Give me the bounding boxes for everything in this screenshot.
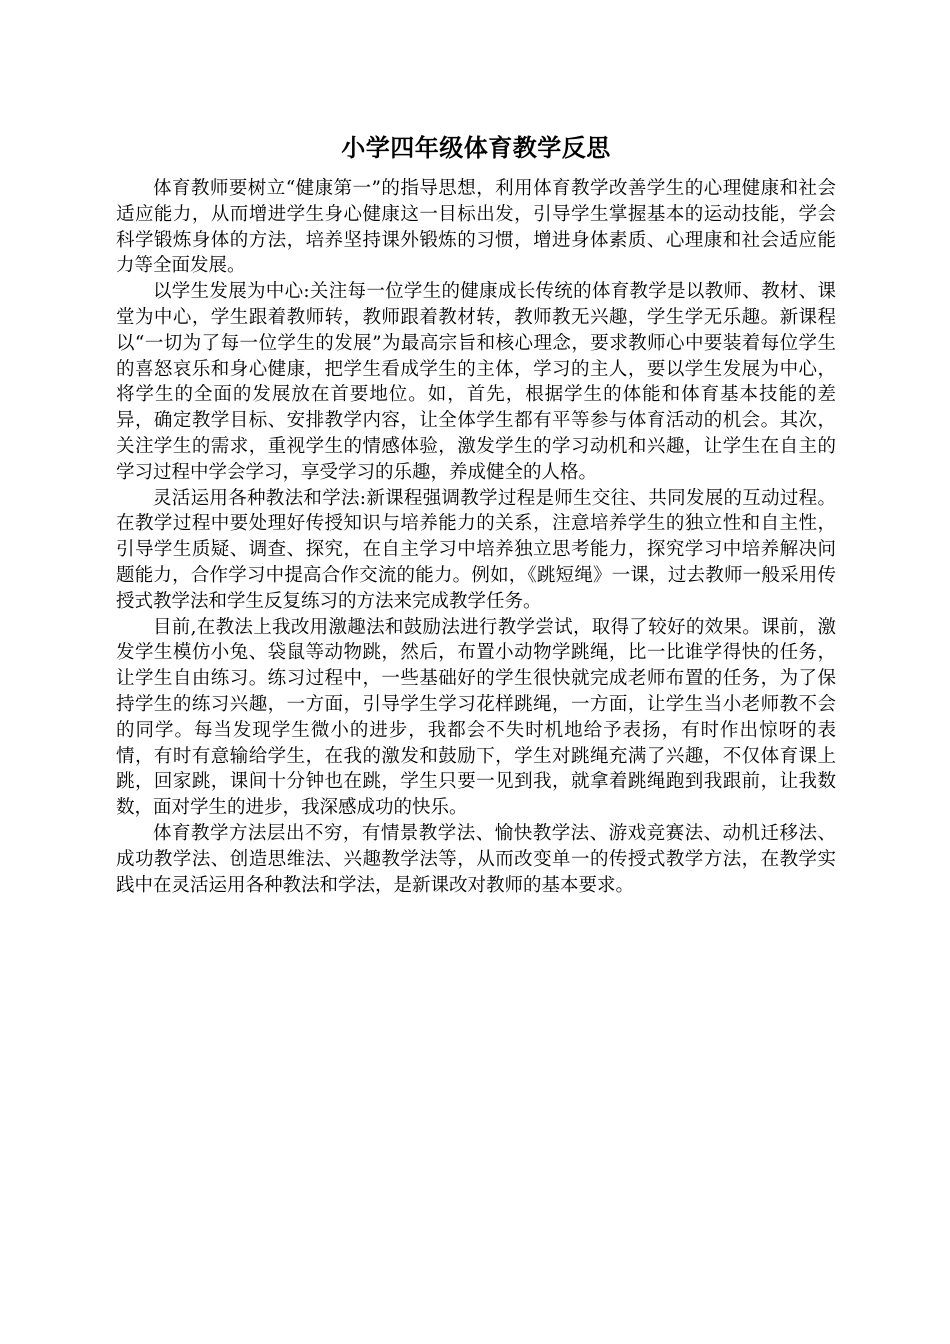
- paragraph-4: 目前,在教法上我改用激趣法和鼓励法进行教学尝试，取得了较好的效果。课前，激发学生模仿小兔、袋鼠等动物跳，然后，布置小动物学跳绳，比一比谁学得快的任务，让学生自由练习。练习过程中，一些基础好的学生很快就完成老师布置的任务，为了保持学生的练习兴趣，一方面，引导学生学习花样跳绳，一方面，让学生当小老师教不会的同学。每当发现学生微小的进步，我都会不失时机地给予表扬，有时作出惊呀的表情，有时有意输给学生，在我的激发和鼓励下，学生对跳绳充满了兴趣，不仅体育课上跳，回家跳，课间十分钟也在跳，学生只要一见到我，就拿着跳绳跑到我跟前，让我数数，面对学生的进步，我深感成功的快乐。: [116, 616, 836, 819]
- paragraph-5: 体育教学方法层出不穷，有情景教学法、愉快教学法、游戏竞赛法、动机迁移法、成功教学法、创造思维法、兴趣教学法等，从而改变单一的传授式教学方法，在教学实践中在灵活运用各种教法和学法，是新课改对教师的基本要求。: [116, 822, 836, 896]
- paragraph-1: 体育教师要树立“健康第一”的指导思想，利用体育教学改善学生的心理健康和社会适应能力，从而增进学生身心健康这一目标出发，引导学生掌握基本的运动技能，学会科学锻炼身体的方法，培养坚持课外锻炼的习惯，增进身体素质、心理康和社会适应能力等全面发展。: [116, 178, 836, 277]
- document-body: [116, 128, 836, 898]
- paragraph-3: 灵活运用各种教法和学法:新课程强调教学过程是师生交往、共同发展的互动过程。在教学过程中要处理好传授知识与培养能力的关系，注意培养学生的独立性和自主性，引导学生质疑、调查、探究，在自主学习中培养独立思考能力，探究学习中培养解决问题能力，合作学习中提高合作交流的能力。例如，《跳短绳》一课，过去教师一般采用传授式教学法和学生反复练习的方法来完成教学任务。: [116, 487, 836, 612]
- paragraph-2: 以学生发展为中心:关注每一位学生的健康成长传统的体育教学是以教师、教材、课堂为中心，学生跟着教师转，教师跟着教材转，教师教无兴趣，学生学无乐趣。新课程以“一切为了每一位学生的发展”为最高宗旨和核心理念，要求教师心中要装着每位学生的喜怒哀乐和身心健康，把学生看成学生的主体，学习的主人，要以学生发展为中心，将学生的全面的发展放在首要地位。如，首先，根据学生的体能和体育基本技能的差异，确定教学目标、安排教学内容，让全体学生都有平等参与体育活动的机会。其次，关注学生的需求，重视学生的情感体验，激发学生的学习动机和兴趣，让学生在自主的学习过程中学会学习，享受学习的乐趣，养成健全的人格。: [116, 281, 836, 483]
- document-title: 小学四年级体育教学反思: [341, 134, 611, 162]
